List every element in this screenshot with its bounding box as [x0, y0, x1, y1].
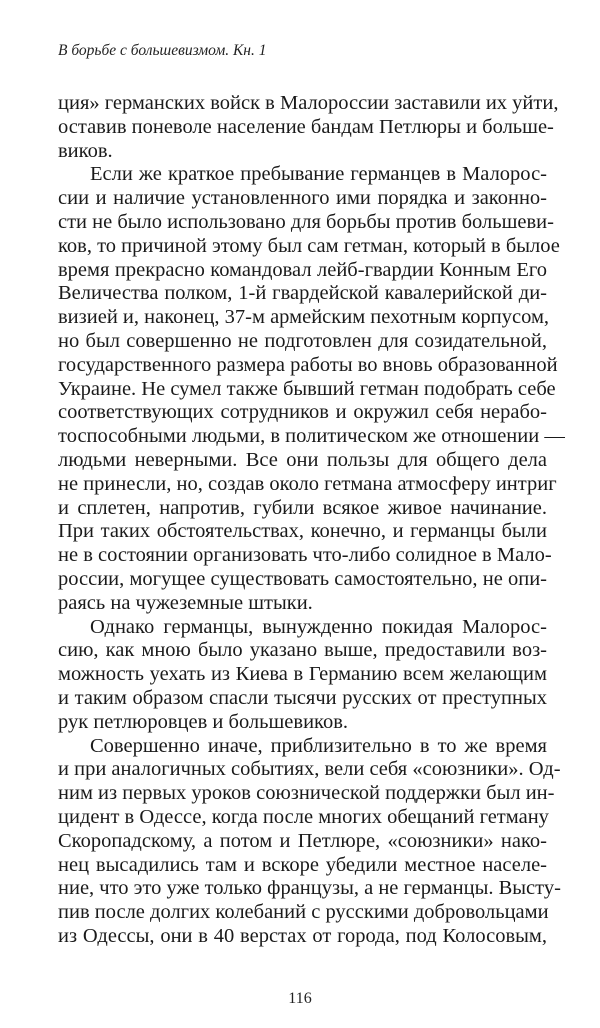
- text-line: оставив поневоле население бандам Петлюры и больше-: [58, 115, 554, 138]
- text-line: ние, что это уже только французы, а не германцы. Высту-: [58, 877, 561, 900]
- text-line: виков.: [58, 139, 113, 162]
- running-header: В борьбе с большевизмом. Кн. 1: [58, 42, 267, 59]
- text-line: Скоропадскому, а потом и Петлюре, «союзники» нако-: [58, 829, 547, 852]
- text-line: Украине. Не сумел также бывший гетман подобрать себе: [58, 377, 556, 400]
- text-line: Если же краткое пребывание германцев в Малорос-: [90, 163, 547, 186]
- text-line: ция» германских войск в Малороссии заставили их уйти,: [58, 92, 559, 114]
- text-line: но был совершенно не подготовлен для созидательной,: [58, 329, 547, 352]
- text-line: время прекрасно командовал лейб-гвардии Конным Его: [58, 258, 547, 281]
- page-body-text: [58, 92, 565, 949]
- page-number: 116: [288, 990, 312, 1007]
- text-line: соответствующих сотрудников и окружил себя нерабо-: [58, 401, 547, 424]
- text-line: не в состоянии организовать что-либо солидное в Мало-: [58, 544, 552, 567]
- text-line: раясь на чужеземные штыки.: [58, 591, 313, 614]
- text-line: сии и наличие установленного ими порядка и законно-: [58, 187, 547, 210]
- paragraph: [58, 734, 561, 949]
- text-line: При таких обстоятельствах, конечно, и германцы были: [58, 520, 547, 543]
- paragraph: [58, 616, 547, 735]
- text-line: россии, могущее существовать самостоятельно, не опи-: [58, 567, 547, 590]
- text-line: и сплетен, напротив, губили всякое живое начинание.: [58, 496, 547, 519]
- text-line: сти не было использовано для борьбы против большеви-: [58, 210, 554, 233]
- paragraph: [58, 92, 559, 163]
- text-line: сию, как мною было указано выше, предоставили воз-: [58, 639, 547, 662]
- text-line: и таким образом спасли тысячи русских от преступных: [58, 686, 547, 709]
- text-line: Величества полком, 1-й гвардейской кавалерийской ди-: [58, 282, 547, 305]
- text-line: ним из первых уроков союзнической поддержки был ин-: [58, 782, 555, 805]
- text-line: ков, то причиной этому был сам гетман, который в былое: [58, 234, 560, 257]
- text-line: рук петлюровцев и большевиков.: [58, 710, 349, 733]
- text-line: цидент в Одессе, когда после многих обещаний гетману: [58, 805, 549, 828]
- text-line: Совершенно иначе, приблизительно в то же время: [90, 734, 547, 757]
- text-line: из Одессы, они в 40 верстах от города, под Колосовым,: [58, 924, 547, 947]
- text-line: тоспособными людьми, в политическом же отношении —: [58, 425, 565, 448]
- paragraph: [58, 163, 565, 615]
- text-line: людьми неверными. Все они пользы для общего дела: [58, 448, 547, 471]
- text-line: пив после долгих колебаний с русскими добровольцами: [58, 901, 549, 924]
- text-line: государственного размера работы во вновь образованной: [58, 353, 558, 376]
- text-line: визией и, наконец, 37-м армейским пехотным корпусом,: [58, 306, 550, 329]
- text-line: и при аналогичных событиях, вели себя «союзники». Од-: [58, 758, 561, 781]
- text-line: можность уехать из Киева в Германию всем желающим: [58, 663, 547, 686]
- text-line: нец высадились там и вскоре убедили местное населе-: [58, 853, 547, 876]
- text-line: не принесли, но, создав около гетмана атмосферу интриг: [58, 472, 557, 495]
- text-line: Однако германцы, вынужденно покидая Малорос-: [90, 615, 547, 638]
